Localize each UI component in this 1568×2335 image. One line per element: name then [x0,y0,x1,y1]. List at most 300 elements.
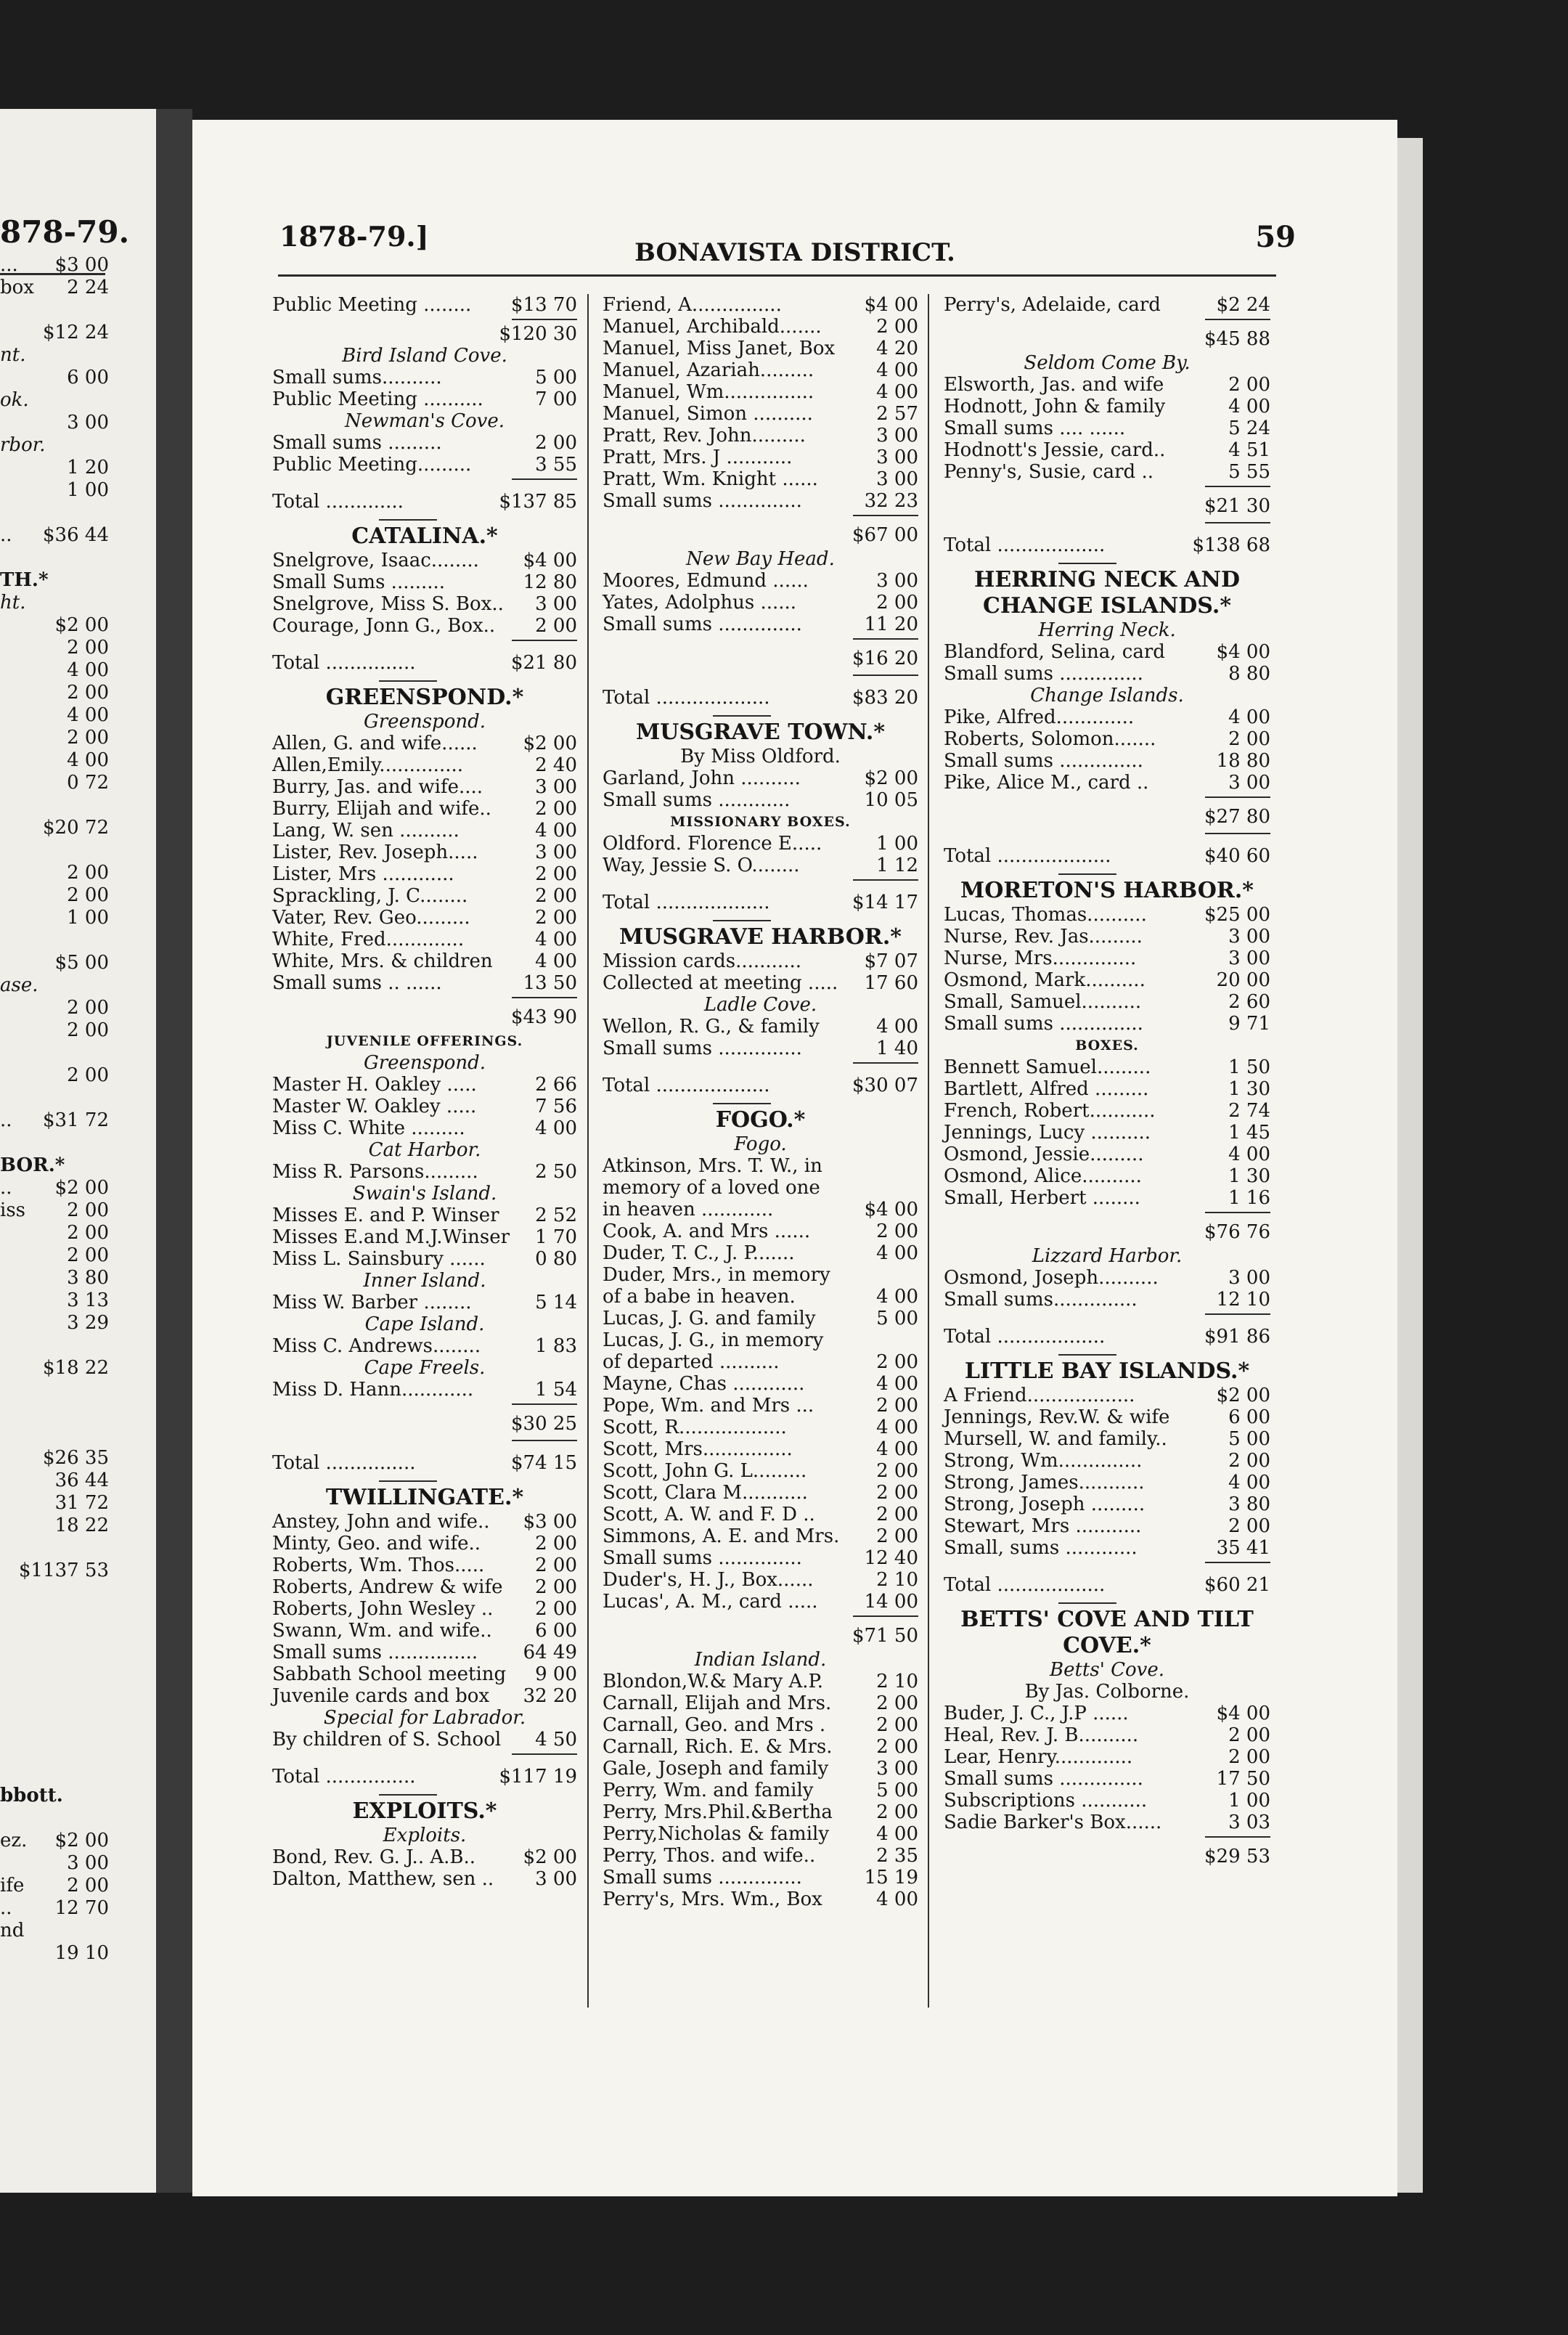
section-heading-text: GREENSPOND.* [325,685,524,710]
amount: 12 80 [523,571,577,593]
amount: 2 00 [535,432,577,454]
contribution-row [603,1221,918,1242]
contributor-name: Strong, Joseph ......... [944,1493,1146,1515]
contributor-name: Manuel, Miss Janet, Box [603,338,836,359]
amount: 2 00 [876,592,918,614]
amount: 3 00 [535,1868,577,1890]
contributor-name: Sprackling, J. C........ [272,885,468,907]
facing-entry [0,299,109,322]
facing-entry [0,547,109,569]
amount: 3 00 [535,842,577,863]
total-rule [944,871,1270,878]
amount: 4 00 [876,1242,918,1264]
amount: $29 53 [1204,1846,1270,1867]
amount: 2 00 [535,798,577,820]
contributor-name: Wellon, R. G., & family [603,1016,820,1038]
amount: 4 00 [1228,396,1270,417]
facing-entry-amount: 18 22 [54,1515,109,1536]
facing-entry [0,457,109,479]
locality-subheading [944,1245,1270,1267]
contribution-row [603,950,918,972]
category-label [944,1035,1270,1056]
facing-entry-amount: 4 00 [67,704,109,726]
contribution-row [603,447,918,468]
facing-entry [0,1695,109,1717]
contribution-row [603,403,918,425]
locality-text: Swain's Island. [352,1183,497,1205]
contribution-row [272,1292,577,1313]
contribution-row [603,381,918,403]
amount: $14 17 [852,892,918,913]
amount: 10 05 [864,789,918,811]
facing-entry-text: ase. [0,974,38,996]
contributor-name: Duder, T. C., J. P....... [603,1242,795,1264]
amount: 2 10 [876,1671,918,1692]
amount: $91 86 [1204,1326,1270,1348]
contributor-name: in heaven ............ [603,1199,774,1221]
amount: $83 20 [852,687,918,709]
contribution-row [272,1248,577,1270]
facing-entry [0,907,109,929]
contributor-name: Master H. Oakley ..... [272,1074,477,1096]
contribution-row [944,1385,1270,1406]
amount: $4 00 [864,1199,918,1221]
contribution-row [603,1591,918,1613]
contributor-name: Small sums .............. [603,1547,802,1569]
amount: 64 49 [523,1642,577,1663]
contributor-name: Heal, Rev. J. B.......... [944,1724,1139,1746]
contribution-row [272,842,577,863]
contribution-row [944,1472,1270,1493]
facing-entry [0,884,109,907]
facing-entry-amount: 3 80 [67,1267,109,1289]
contribution-row [944,1493,1270,1515]
contributor-name: Pratt, Rev. John......... [603,425,806,447]
facing-entry-amount: 1 00 [67,479,109,501]
contributor-name: Small sums ............ [603,789,791,811]
contributor-name: Small, Herbert ........ [944,1187,1140,1209]
locality-subheading [272,1183,577,1205]
total-rule [272,476,577,483]
contributor-name: Small sums .............. [603,1867,802,1888]
locality-subheading [603,994,918,1016]
facing-entry [0,1154,109,1177]
amount: 7 56 [535,1096,577,1117]
facing-entry [0,1425,109,1447]
contributor-name: Pike, Alfred............. [944,706,1135,728]
section-heading-text: LITTLE BAY ISLANDS.* [964,1358,1250,1384]
facing-entry-amount: 4 00 [67,659,109,681]
amount: $2 24 [1216,294,1270,316]
contribution-row [603,1736,918,1758]
contributor-name: Lucas, J. G., in memory [603,1329,824,1351]
locality-text: Fogo. [734,1133,787,1155]
contribution-row [603,1780,918,1801]
contribution-row [272,388,577,410]
amount: 3 00 [535,593,577,615]
facing-entry [0,1289,109,1312]
amount: $71 50 [852,1625,918,1647]
contribution-row [272,1205,577,1226]
collector-line [944,1681,1270,1703]
contribution-row [944,1056,1270,1078]
category-label [603,811,918,833]
facing-entry [0,1199,109,1222]
amount: 4 00 [876,381,918,403]
contribution-row [603,1823,918,1845]
contributor-name: Miss W. Barber ........ [272,1292,472,1313]
contribution-row [603,1242,918,1264]
contributor-name: Small sums .............. [603,614,802,635]
contributor-name: of a babe in heaven. [603,1286,796,1308]
amount: 3 00 [535,776,577,798]
facing-entry-amount: 0 72 [67,772,109,794]
amount: 14 00 [864,1591,918,1613]
contribution-row [603,855,918,876]
contribution-row [603,1888,918,1910]
contribution-row [272,1117,577,1139]
amount: 1 54 [535,1379,577,1401]
facing-entry [0,1672,109,1695]
amount: 20 00 [1216,969,1270,991]
contribution-row [603,294,918,316]
contribution-row [944,1515,1270,1537]
column-1 [272,294,577,2182]
amount: $16 20 [852,648,918,669]
contributor-name: Hodnott's Jessie, card.. [944,439,1166,461]
total-rule [944,1209,1270,1216]
facing-entry [0,569,109,592]
contributor-name: Small Sums ......... [272,571,446,593]
contribution-row [272,1533,577,1554]
contributor-name: Cook, A. and Mrs ...... [603,1221,811,1242]
contribution-row [603,833,918,855]
facing-entry-amount: $12 24 [43,322,109,343]
amount: 2 00 [876,1221,918,1242]
facing-entry [0,1019,109,1042]
amount: $21 30 [1204,495,1270,517]
page-number: 59 [1255,220,1296,254]
amount: 6 00 [1228,1406,1270,1428]
amount: 1 30 [1228,1165,1270,1187]
contribution-row [603,1845,918,1867]
contributor-name: Miss L. Sainsbury ...... [272,1248,486,1270]
locality-text: Newman's Cove. [345,410,505,432]
contributor-name: Small sums .. ...... [272,972,442,994]
facing-entry [0,254,109,277]
collector-text: By Miss Oldford. [680,746,841,767]
facing-entry-amount: $1137 53 [18,1560,109,1581]
contributor-name: Manuel, Azariah......... [603,359,814,381]
contribution-row [272,885,577,907]
contribution-row [603,972,918,994]
facing-entry [0,1717,109,1740]
contribution-row [603,1177,918,1199]
facing-entry-amount: $5 00 [54,952,109,974]
amount: $3 00 [523,1511,577,1533]
facing-entry [0,614,109,637]
total-row [603,1067,918,1100]
contributor-name: Duder, Mrs., in memory [603,1264,830,1286]
contributor-name: Buder, J. C., J.P ...... [944,1703,1129,1724]
amount: $67 00 [852,524,918,546]
facing-entry [0,727,109,749]
facing-entry [0,974,109,997]
facing-entry-text: .. [0,1109,12,1131]
facing-entry-amount: 2 00 [67,1222,109,1244]
facing-entry [0,1830,109,1852]
amount: $2 00 [523,1846,577,1868]
contribution-row [603,1758,918,1780]
facing-entry [0,1087,109,1109]
contribution-row [944,969,1270,991]
contributor-name: Elsworth, Jas. and wife [944,374,1164,396]
subtotal-row [944,801,1270,830]
amount: 5 00 [876,1780,918,1801]
amount: 32 20 [523,1685,577,1707]
contribution-row [603,1569,918,1591]
amount: 4 20 [876,338,918,359]
contributor-name: Small sums.......... [272,367,442,388]
subtotal-row [944,1216,1270,1245]
contribution-row [944,396,1270,417]
contributor-name: Total ............... [272,652,416,674]
contribution-row [944,1187,1270,1209]
contribution-row [603,1525,918,1547]
contribution-row [603,1286,918,1308]
contributor-name: Small sums .............. [603,490,802,512]
amount: 2 00 [876,1692,918,1714]
amount: 2 40 [535,754,577,776]
locality-subheading [944,619,1270,641]
facing-entry-amount: 2 00 [67,1199,109,1221]
amount: 4 00 [876,359,918,381]
contributor-name: Vater, Rev. Geo......... [272,907,470,929]
contribution-row [603,1438,918,1460]
total-rule [944,830,1270,837]
total-rule [272,516,577,523]
contributor-name: Lister, Rev. Joseph..... [272,842,478,863]
subtotal-row [272,1408,577,1437]
facing-entry-amount: 1 20 [67,457,109,478]
contributor-name: Hodnott, John & family [944,396,1166,417]
contributor-name: Lucas', A. M., card ..... [603,1591,818,1613]
amount: $45 88 [1204,328,1270,350]
contributor-name: Jennings, Rev.W. & wife [944,1406,1170,1428]
contributor-name: French, Robert........... [944,1100,1156,1122]
facing-entry-text: nd [0,1920,25,1941]
contribution-row [944,439,1270,461]
contributor-name: Osmond, Joseph.......... [944,1267,1159,1289]
contribution-row [603,359,918,381]
contributor-name: Courage, Jonn G., Box.. [272,615,496,637]
amount: 2 00 [1228,1450,1270,1472]
amount: 2 00 [876,1801,918,1823]
amount: 2 66 [535,1074,577,1096]
amount: 2 00 [876,1504,918,1525]
contribution-row [603,490,918,512]
contribution-row [272,1868,577,1890]
contributor-name: Collected at meeting ..... [603,972,838,994]
contributor-name: Manuel, Wm............... [603,381,814,403]
locality-text: Cape Island. [364,1313,485,1335]
subtotal-row [272,1001,577,1030]
contributor-name: Small sums .............. [944,1013,1143,1035]
facing-page-header: 878-79. [0,214,130,250]
contributor-name: Gale, Joseph and family [603,1758,829,1780]
locality-subheading [272,1357,577,1379]
facing-entry [0,1177,109,1199]
section-heading-text: COVE.* [1063,1633,1151,1658]
total-row [944,837,1270,871]
section-heading [944,567,1270,593]
facing-entry-text: bbott. [0,1785,63,1806]
contributor-name: Carnall, Elijah and Mrs. [603,1692,832,1714]
facing-entry-amount: 31 72 [54,1492,109,1514]
contribution-row [944,728,1270,750]
contributor-name: Perry, Thos. and wife.. [603,1845,816,1867]
contribution-row [603,614,918,635]
contributor-name: Roberts, Andrew & wife [272,1576,503,1598]
amount: 4 00 [1228,1144,1270,1165]
facing-entry-text: .. [0,1897,12,1919]
total-row [603,679,918,712]
facing-entry [0,1402,109,1425]
facing-entry-text: .. [0,524,12,546]
contributor-name: Mission cards........... [603,950,801,972]
amount: 2 00 [1228,1724,1270,1746]
contributor-name: memory of a loved one [603,1177,820,1199]
contribution-row [944,926,1270,948]
amount: $60 21 [1204,1574,1270,1596]
amount: 4 51 [1228,439,1270,461]
amount: $137 85 [499,491,577,513]
facing-page-fragment [0,109,156,2193]
amount: 5 14 [535,1292,577,1313]
amount: 4 00 [876,1016,918,1038]
locality-text: Inner Island. [363,1270,486,1292]
contributor-name: Small sums .............. [944,1768,1143,1790]
contributor-name: Sabbath School meeting [272,1663,507,1685]
amount: $74 15 [511,1452,577,1474]
contribution-row [944,1406,1270,1428]
amount: 5 00 [876,1308,918,1329]
contributor-name: Bond, Rev. G. J.. A.B.. [272,1846,476,1868]
total-rule [944,1833,1270,1841]
amount: $4 00 [1216,1703,1270,1724]
facing-entry [0,1042,109,1064]
amount: 4 00 [535,950,577,972]
amount: 2 74 [1228,1100,1270,1122]
contribution-row [944,1013,1270,1035]
contribution-row [603,767,918,789]
total-rule [944,1600,1270,1607]
collector-line [603,746,918,767]
amount: $76 76 [1204,1221,1270,1243]
facing-entry [0,1515,109,1537]
contributor-name: Jennings, Lucy .......... [944,1122,1151,1144]
contribution-row [944,904,1270,926]
amount: 5 00 [535,367,577,388]
contribution-row [944,1790,1270,1812]
amount: 4 00 [535,1117,577,1139]
facing-entry [0,1942,109,1965]
facing-entry [0,592,109,614]
contributor-name: Carnall, Rich. E. & Mrs. [603,1736,833,1758]
locality-text: Ladle Cove. [703,994,817,1016]
page-edge [1397,138,1423,2193]
amount: 12 10 [1216,1289,1270,1311]
contributor-name: Nurse, Rev. Jas......... [944,926,1143,948]
contributor-name: Public Meeting .......... [272,388,483,410]
section-heading-text: EXPLOITS.* [352,1798,497,1824]
contributor-name: Simmons, A. E. and Mrs. [603,1525,840,1547]
locality-text: Cat Harbor. [368,1139,481,1161]
amount: $13 70 [511,294,577,316]
locality-subheading [272,1270,577,1292]
contribution-row [603,316,918,338]
facing-entry [0,1560,109,1582]
contribution-row [272,950,577,972]
contributor-name: Burry, Elijah and wife.. [272,798,491,820]
section-heading [944,1633,1270,1659]
contributor-name: Manuel, Simon .......... [603,403,813,425]
locality-text: Lizzard Harbor. [1032,1245,1183,1267]
contributor-name: Carnall, Geo. and Mrs . [603,1714,826,1736]
amount: 2 00 [876,1525,918,1547]
contributor-name: Sadie Barker's Box...... [944,1812,1162,1833]
contributor-name: Total ................... [603,1075,770,1096]
facing-entry [0,1492,109,1515]
contribution-row [272,798,577,820]
facing-entry [0,1875,109,1897]
facing-entry [0,344,109,367]
contribution-row [944,641,1270,663]
contributor-name: Dalton, Matthew, sen .. [272,1868,494,1890]
locality-text: Change Islands. [1030,685,1184,706]
amount: 5 24 [1228,417,1270,439]
amount: 2 00 [876,1351,918,1373]
amount: $27 80 [1204,806,1270,828]
contribution-row [603,1867,918,1888]
amount: 3 00 [1228,772,1270,794]
amount: 4 00 [876,1373,918,1395]
section-heading-text: FOGO.* [715,1107,806,1133]
facing-entry [0,479,109,502]
category-label [272,1030,577,1052]
contributor-name: Total ................... [603,892,770,913]
ledger-page [192,120,1397,2196]
contribution-row [272,1511,577,1533]
locality-subheading [944,352,1270,374]
facing-entry-amount: 12 70 [54,1897,109,1919]
collector-text: By Jas. Colborne. [1024,1681,1190,1703]
category-text: MISSIONARY BOXES. [670,814,851,830]
contribution-row [272,1554,577,1576]
facing-entry [0,1357,109,1380]
contributor-name: Allen, G. and wife...... [272,733,478,754]
amount: 4 00 [876,1417,918,1438]
contribution-row [944,948,1270,969]
amount: 2 00 [1228,374,1270,396]
facing-entry-amount: 2 00 [67,682,109,704]
contribution-row [603,570,918,592]
locality-subheading [603,1133,918,1155]
locality-subheading [603,1649,918,1671]
facing-entry [0,1740,109,1762]
facing-entry [0,839,109,862]
facing-entry-amount: 4 00 [67,749,109,771]
